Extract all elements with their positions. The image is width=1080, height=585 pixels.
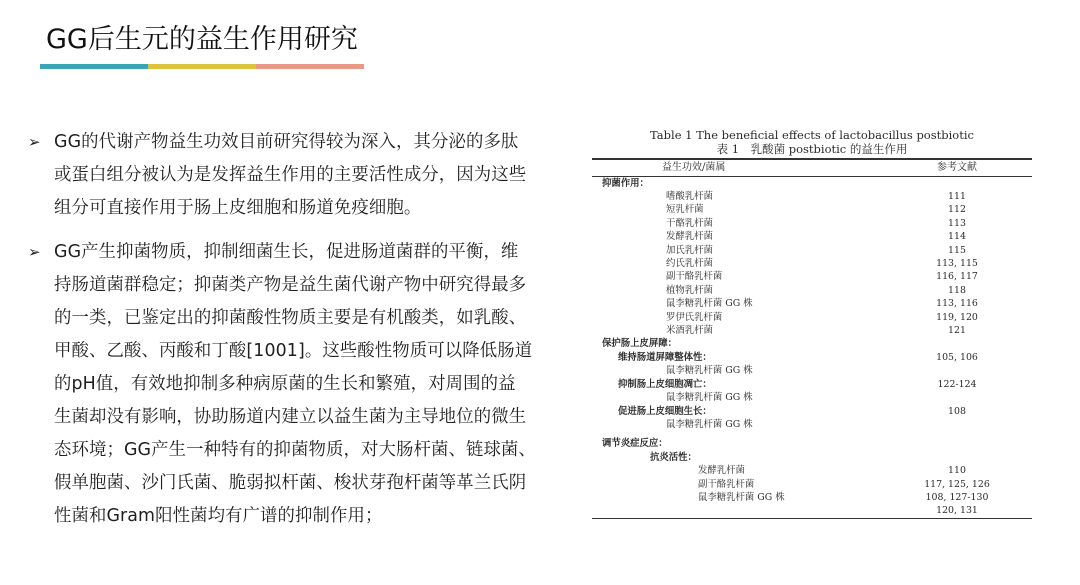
- table-cell-effect: 副干酪乳杆菌: [666, 271, 723, 283]
- table-row: [592, 230, 1032, 243]
- table-cell-effect: 加氏乳杆菌: [666, 244, 713, 256]
- table-cell-reference: 108, 127-130: [925, 491, 989, 503]
- bullet-list: [28, 126, 548, 544]
- table-cell-reference: [862, 418, 1032, 431]
- table-cell-effect: 嗜酸乳杆菌: [666, 191, 713, 202]
- title-underline: [40, 64, 364, 69]
- table-cell-reference: 122-124: [937, 378, 977, 390]
- bullet-text: [54, 126, 526, 225]
- table-cell-effect: 干酪乳杆菌: [666, 217, 713, 229]
- bullet-line: 组分可直接作用于肠上皮细胞和肠道免疫细胞。: [54, 198, 422, 218]
- table-cell-effect: 植物乳杆菌: [666, 284, 713, 296]
- table-cell-reference: 116, 117: [936, 271, 978, 283]
- table-row: [592, 190, 1032, 203]
- table-cell-effect: 约氏乳杆菌: [666, 258, 713, 270]
- table-cell-reference: [862, 337, 1032, 350]
- table-cell-effect: 维持肠道屏障整体性：: [618, 351, 712, 363]
- table-row: [592, 351, 1032, 364]
- table-cell-reference: 108: [948, 405, 966, 417]
- table-caption-en: Table 1 The beneficial effects of lactobacillus postbiotic: [650, 128, 974, 142]
- table-cell-reference: [862, 177, 1032, 190]
- table-cell-effect: 副干酪乳杆菌: [698, 478, 755, 490]
- bullet-line: GG的代谢产物益生功效目前研究得较为深入，其分泌的多肽: [54, 132, 519, 152]
- table-row: [592, 418, 1032, 431]
- bullet-line: 的一类，已鉴定出的抑菌酸性物质主要是有机酸类，如乳酸、: [54, 308, 527, 328]
- table-row: [592, 324, 1032, 337]
- table-cell-reference: [862, 364, 1032, 377]
- table-row: [592, 177, 1032, 190]
- table-cell-effect: 鼠李糖乳杆菌 GG 株: [666, 365, 753, 377]
- table-body: [592, 177, 1032, 518]
- table-header-reference: 参考文献: [937, 161, 977, 173]
- arrow-bullet-icon: ➢: [28, 243, 41, 261]
- table-cell-reference: 119, 120: [936, 311, 978, 323]
- table-row: [592, 297, 1032, 310]
- table-cell-effect: 短乳杆菌: [666, 204, 704, 216]
- bullet-item: [28, 126, 548, 225]
- bullet-line: 持肠道菌群稳定；抑菌类产物是益生菌代谢产物中研究得最多: [54, 275, 527, 295]
- bullet-line: 或蛋白组分被认为是发挥益生作用的主要活性成分，因为这些: [54, 165, 527, 185]
- table-cell-effect: 鼠李糖乳杆菌 GG 株: [698, 491, 785, 503]
- table-cell-effect: 罗伊氏乳杆菌: [666, 311, 723, 323]
- table-row: [592, 504, 1032, 517]
- table-row: [592, 491, 1032, 504]
- arrow-bullet-icon: ➢: [28, 133, 41, 151]
- table-row: [592, 464, 1032, 477]
- title-underline-yellow: [148, 64, 256, 69]
- bullet-line: 性菌和Gram阳性菌均有广谱的抑制作用；: [54, 506, 383, 526]
- table-cell-effect: 米酒乳杆菌: [666, 325, 713, 337]
- table-cell-effect: 发酵乳杆菌: [698, 465, 745, 477]
- table-cell-reference: [862, 437, 1032, 450]
- table-cell-effect: 鼠李糖乳杆菌 GG 株: [666, 298, 753, 310]
- table-row: [592, 378, 1032, 391]
- table-cell-effect: [592, 504, 862, 517]
- bullet-line: 的pH值，有效地抑制多种病原菌的生长和繁殖，对周围的益: [54, 374, 516, 394]
- table-cell-effect: 发酵乳杆菌: [666, 231, 713, 243]
- table-cell-reference: 118: [948, 284, 966, 296]
- table-cell-reference: 113, 116: [936, 298, 978, 310]
- bullet-line: 假单胞菌、沙门氏菌、脆弱拟杆菌、梭状芽孢杆菌等革兰氏阴: [54, 473, 527, 493]
- table-row: [592, 284, 1032, 297]
- table-cell-reference: 120, 131: [936, 505, 978, 517]
- table-row: [592, 364, 1032, 377]
- table-row: [592, 203, 1032, 216]
- bullet-line: 生菌却没有影响，协助肠道内建立以益生菌为主导地位的微生: [54, 407, 527, 427]
- table-cell-effect: 抗炎活性：: [650, 451, 697, 463]
- table-row: [592, 478, 1032, 491]
- table-header: [592, 160, 1032, 176]
- table-cell-effect: 调节炎症反应：: [602, 438, 668, 450]
- table-row: [592, 405, 1032, 418]
- table-cell-effect: 鼠李糖乳杆菌 GG 株: [666, 418, 753, 430]
- table-bottom-rule: [592, 518, 1032, 520]
- table-header-effect: 益生功效/菌属: [662, 161, 726, 173]
- table-row: [592, 451, 1032, 464]
- table-cell-effect: 抑制肠上皮细胞凋亡：: [618, 378, 712, 390]
- bullet-line: 甲酸、乙酸、丙酸和丁酸[1001]。这些酸性物质可以降低肠道: [54, 341, 533, 361]
- table-cell-effect: 促进肠上皮细胞生长：: [618, 405, 712, 417]
- table-row: [592, 337, 1032, 350]
- table-cell-reference: 113: [948, 217, 966, 229]
- postbiotic-table: [592, 128, 1032, 519]
- table-cell-reference: 111: [948, 191, 966, 202]
- table-row: [592, 311, 1032, 324]
- table-cell-reference: 112: [948, 204, 966, 216]
- table-cell-reference: 105, 106: [936, 351, 978, 363]
- table-cell-reference: [862, 391, 1032, 404]
- table-caption-zh: 表 1 乳酸菌 postbiotic 的益生作用: [716, 142, 908, 156]
- title-underline-teal: [40, 64, 148, 69]
- table-cell-effect: 鼠李糖乳杆菌 GG 株: [666, 392, 753, 404]
- table-cell-reference: 110: [948, 465, 966, 477]
- page-title: GG后生元的益生作用研究: [46, 24, 358, 55]
- bullet-item: [28, 236, 548, 533]
- table-cell-reference: 114: [948, 231, 966, 243]
- table-row: [592, 257, 1032, 270]
- table-cell-effect: 保护肠上皮屏障：: [602, 338, 678, 350]
- bullet-line: 态环境；GG产生一种特有的抑菌物质，对大肠杆菌、链球菌、: [54, 440, 536, 460]
- table-cell-effect: 抑菌作用：: [602, 177, 649, 189]
- table-cell-reference: 115: [948, 244, 966, 256]
- title-underline-salmon: [256, 64, 364, 69]
- table-row: [592, 244, 1032, 257]
- table-cell-reference: 113, 115: [936, 258, 978, 270]
- table-row: [592, 391, 1032, 404]
- table-cell-reference: 117, 125, 126: [924, 478, 990, 490]
- table-cell-reference: 121: [948, 325, 966, 337]
- table-row: [592, 217, 1032, 230]
- bullet-text: [54, 236, 536, 533]
- table-row: [592, 437, 1032, 450]
- bullet-line: GG产生抑菌物质，抑制细菌生长，促进肠道菌群的平衡，维: [54, 242, 519, 262]
- table-cell-reference: [862, 451, 1032, 464]
- table-row: [592, 270, 1032, 283]
